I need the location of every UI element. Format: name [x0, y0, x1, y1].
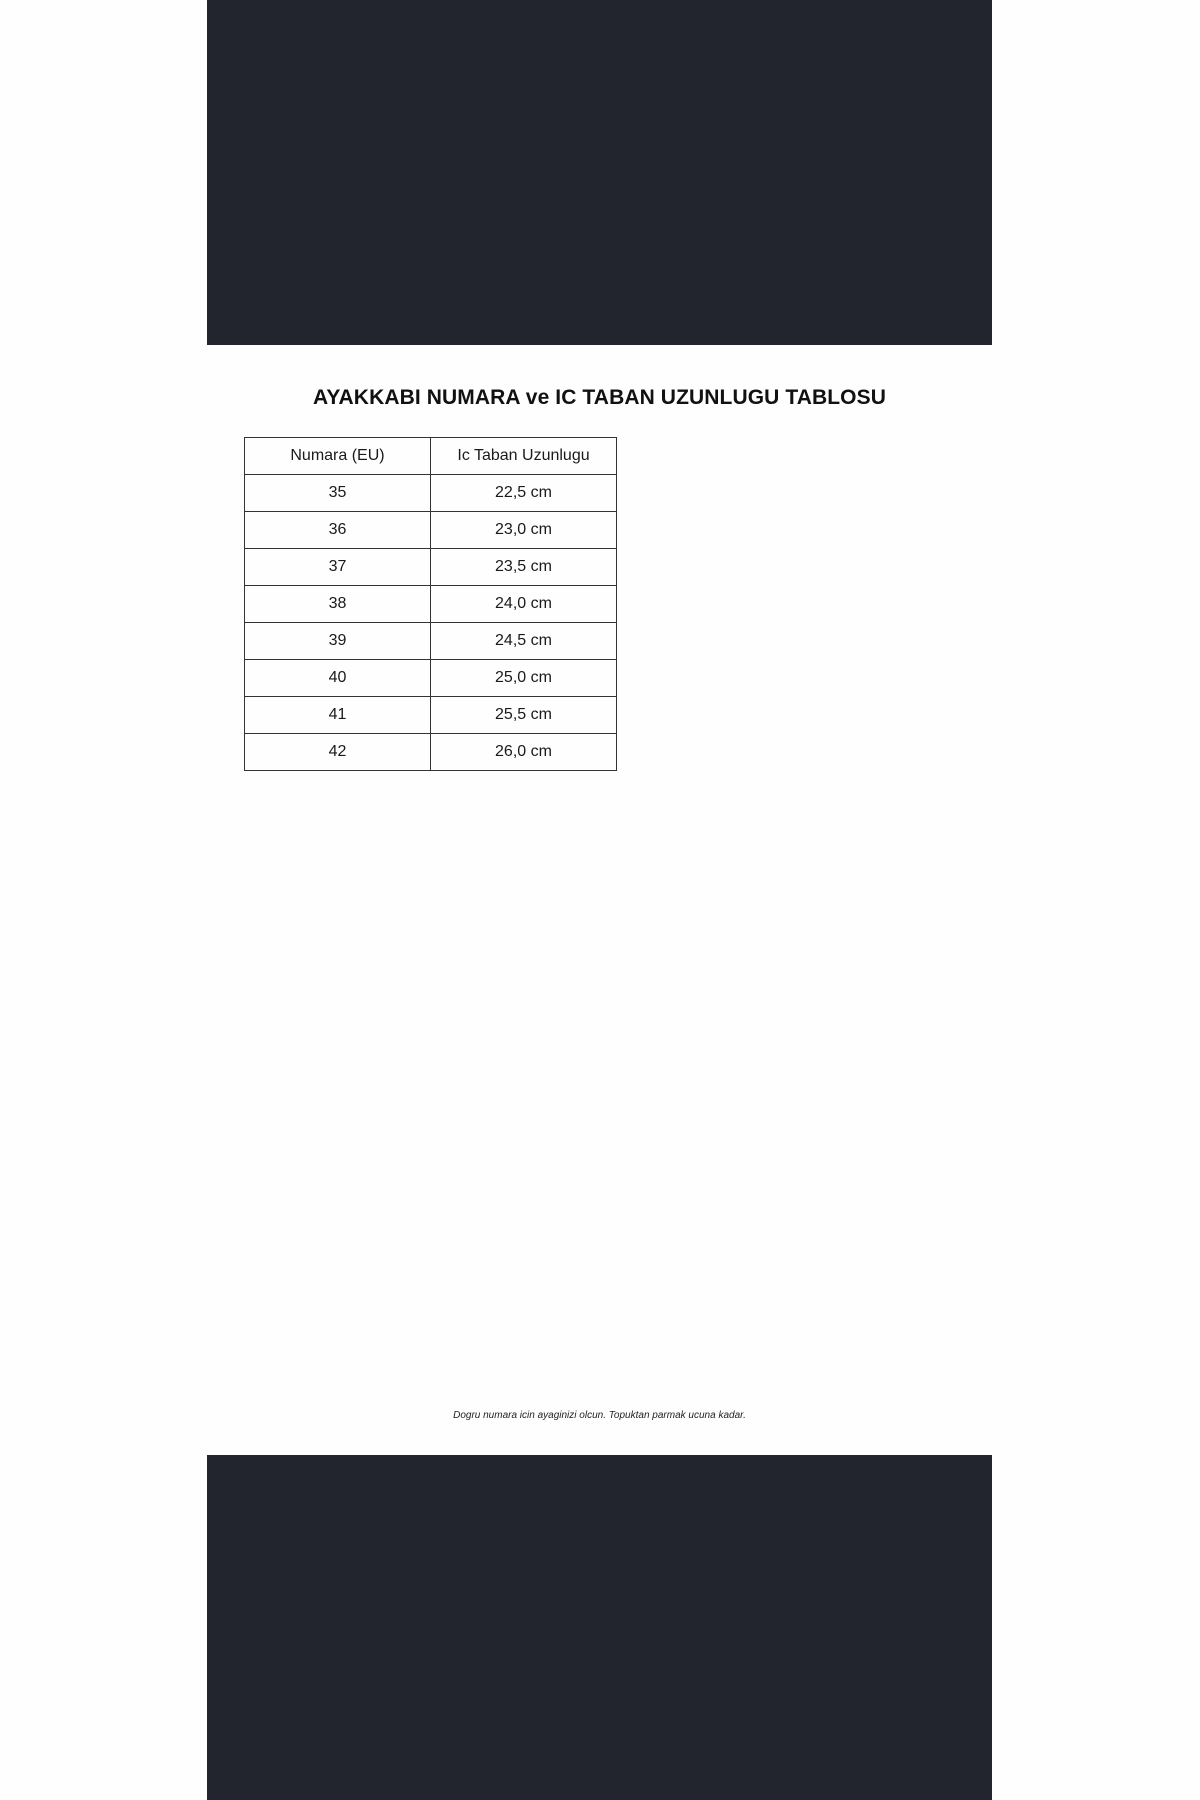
table-row [245, 660, 617, 697]
top-dark-banner [207, 0, 992, 345]
table-row [245, 586, 617, 623]
length-cell: 23,0 cm [431, 512, 617, 549]
table-row [245, 549, 617, 586]
size-cell: 41 [245, 697, 431, 734]
header-insole-length: Ic Taban Uzunlugu [431, 438, 617, 475]
table-row [245, 734, 617, 771]
size-cell: 37 [245, 549, 431, 586]
measurement-footnote: Dogru numara icin ayaginizi olcun. Topuktan parmak ucuna kadar. [453, 1410, 746, 1421]
header-size: Numara (EU) [245, 438, 431, 475]
length-cell: 24,0 cm [431, 586, 617, 623]
document-title: AYAKKABI NUMARA ve IC TABAN UZUNLUGU TABLOSU [313, 386, 886, 409]
size-cell: 40 [245, 660, 431, 697]
size-cell: 38 [245, 586, 431, 623]
length-cell: 25,0 cm [431, 660, 617, 697]
size-cell: 35 [245, 475, 431, 512]
length-cell: 22,5 cm [431, 475, 617, 512]
size-cell: 36 [245, 512, 431, 549]
table-row [245, 623, 617, 660]
table-row [245, 475, 617, 512]
table-row [245, 697, 617, 734]
length-cell: 24,5 cm [431, 623, 617, 660]
size-table [244, 437, 617, 771]
size-cell: 42 [245, 734, 431, 771]
length-cell: 25,5 cm [431, 697, 617, 734]
size-cell: 39 [245, 623, 431, 660]
length-cell: 23,5 cm [431, 549, 617, 586]
table-row [245, 512, 617, 549]
length-cell: 26,0 cm [431, 734, 617, 771]
bottom-dark-banner [207, 1455, 992, 1800]
table-header-row [245, 438, 617, 475]
